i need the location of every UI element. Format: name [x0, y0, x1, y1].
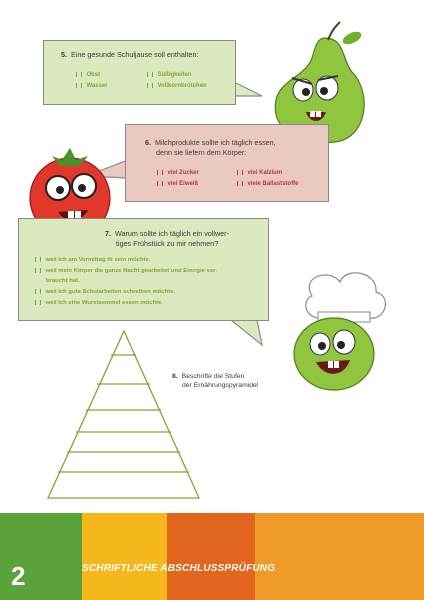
question-text: Warum sollte ich täglich ein vollwer-: [115, 229, 229, 238]
question-number: 5.: [61, 50, 67, 59]
speech-bubble-q6: [125, 124, 329, 202]
speech-bubble-q7: [18, 218, 269, 321]
footer-segment-light-orange: [255, 513, 424, 600]
checkbox-option[interactable]: viel Zucker: [157, 170, 199, 176]
checkbox-answer[interactable]: weil ich gute Schularbeiten schreiben möchte.: [35, 288, 175, 296]
food-pyramid-icon: [48, 331, 199, 498]
checkbox-option[interactable]: Wasser: [76, 83, 108, 89]
checkbox-answer[interactable]: weil ich am Vormittag fit sein möchte.: [35, 256, 150, 264]
question-text: Eine gesunde Schuljause soll enthalten:: [71, 50, 199, 59]
question-text: denn sie liefern dem Körper:: [156, 147, 247, 157]
question-5: [61, 50, 198, 60]
checkbox-answer[interactable]: weil ich eine Wurstsemmel essen möchte.: [35, 299, 163, 307]
speech-bubble-q5: [43, 40, 236, 105]
question-6: [145, 138, 276, 157]
footer-segment-yellow: [82, 513, 167, 600]
question-number: 6.: [145, 138, 151, 147]
question-text: tiges Frühstück zu mir nehmen?: [116, 238, 219, 248]
chef-apple-character-icon: [294, 273, 385, 390]
footer-title: SCHRIFTLICHE ABSCHLUSSPRÜFUNG: [82, 563, 276, 574]
checkbox-option[interactable]: viele Ballaststoffe: [237, 181, 299, 187]
checkbox-option[interactable]: Vollkornbrötchen: [147, 83, 207, 89]
footer-segment-orange: [167, 513, 255, 600]
footer-bar: [0, 513, 424, 600]
question-7: [105, 229, 229, 248]
bubble-tail-q7: [231, 320, 262, 345]
checkbox-option[interactable]: viel Eiweiß: [157, 181, 198, 187]
checkbox-option[interactable]: Süßigkeiten: [147, 72, 192, 78]
checkbox-answer[interactable]: weil mein Körper die ganze Nacht gearbeitet und Energie ver-: [35, 267, 217, 275]
answer-continuation: braucht hat.: [46, 278, 80, 284]
checkbox-option[interactable]: Obst: [76, 72, 100, 78]
question-text: der Ernährungspyramide!: [182, 382, 259, 389]
question-text: Beschrifte die Stufen: [181, 373, 245, 380]
question-number: 8.: [172, 373, 178, 380]
question-8: [172, 372, 259, 390]
question-number: 7.: [105, 229, 111, 238]
checkbox-option[interactable]: viel Kalzium: [237, 170, 282, 176]
question-text: Milchprodukte sollte ich täglich essen,: [155, 138, 276, 147]
page-number: 2: [11, 561, 26, 591]
